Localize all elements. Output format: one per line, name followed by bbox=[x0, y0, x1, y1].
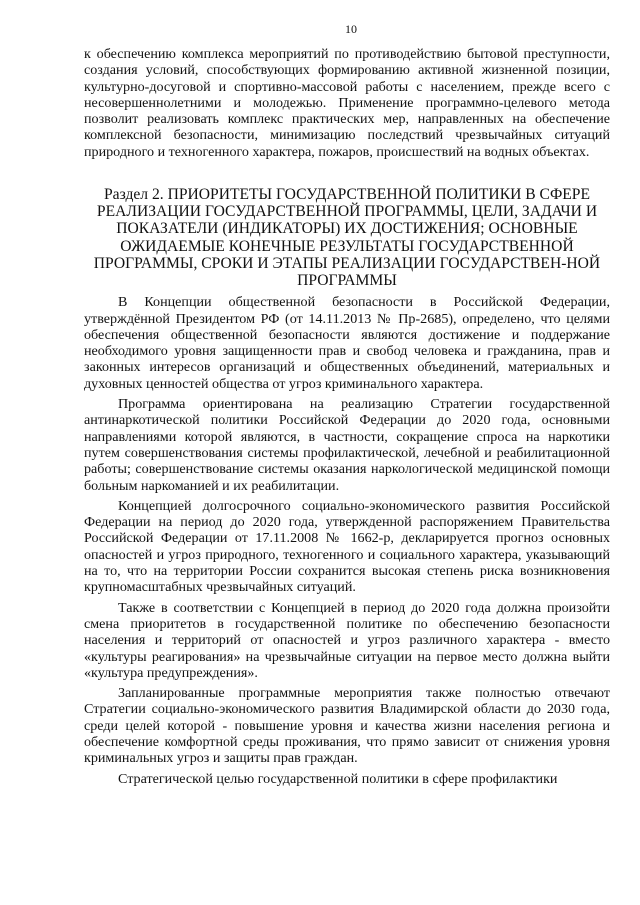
section-heading: Раздел 2. ПРИОРИТЕТЫ ГОСУДАРСТВЕННОЙ ПОЛИТИКИ В СФЕРЕ РЕАЛИЗАЦИИ ГОСУДАРСТВЕННОЙ ПРОГРАММЫ, ЦЕЛИ, ЗАДАЧИ И ПОКАЗАТЕЛИ (ИНДИКАТОРЫ) ИХ ДОСТИЖЕНИЯ; ОСНОВНЫЕ ОЖИДАЕМЫЕ КОНЕЧНЫЕ РЕЗУЛЬТАТЫ ГОСУДАРСТВЕННОЙ ПРОГРАММЫ, СРОКИ И ЭТАПЫ РЕАЛИЗАЦИИ ГОСУДАРСТВЕН-НОЙ ПРОГРАММЫ bbox=[93, 186, 601, 290]
paragraph-priority-shift: Также в соответствии с Концепцией в период до 2020 года должна произойти смена приоритетов в государственной политике по обеспечению безопасности населения и территорий от опасностей и угроз различного характера - вместо «культуры реагирования» на чрезвычайные ситуации на первое место должна выйти «культура предупреждения». bbox=[84, 599, 610, 681]
paragraph-continuation: к обеспечению комплекса мероприятий по противодействию бытовой преступности, создания условий, способствующих формированию активной жизненной позиции, культурно-досуговой и спортивно-массовой работы с населением, прежде всего с несовершеннолетними и молодежью. Применение программно-целевого метода позволит реализовать комплекс практических мер, направленных на обеспечение комплексной безопасности, минимизацию последствий чрезвычайных ситуаций природного и техногенного характера, пожаров, происшествий на водных объектах. bbox=[84, 46, 610, 160]
paragraph-vladimir-strategy: Запланированные программные мероприятия также полностью отвечают Стратегии социально-экономического развития Владимирской области до 2030 года, среди целей которой - повышение уровня и качества жизни населения региона и обеспечение комфортной среды проживания, что прямо зависит от снижения уровня криминальных угроз и защиты прав граждан. bbox=[84, 685, 610, 767]
paragraph-antidrug-strategy: Программа ориентирована на реализацию Стратегии государственной антинаркотической политики Российской Федерации до 2020 года, основными направлениями которой являются, в частности, сокращение спроса на наркотики путем совершенствования системы профилактической, лечебной и реабилитационной работы; совершенствование системы оказания наркологической медицинской помощи больным наркоманией и их реабилитации. bbox=[84, 396, 610, 494]
page-number: 10 bbox=[345, 22, 357, 36]
paragraph-long-term-development: Концепцией долгосрочного социально-экономического развития Российской Федерации на период до 2020 года, утвержденной распоряжением Правительства Российской Федерации от 17.11.2008 № 1662-р, декларируется прогноз основных опасностей и угроз природного, техногенного и социального характера, указывающий на то, что на территории России сохранится высокая степень риска возникновения крупномасштабных чрезвычайных ситуаций. bbox=[84, 497, 610, 596]
paragraph-concept-public-security: В Концепции общественной безопасности в Российской Федерации, утверждённой Президентом РФ (от 14.11.2013 № Пр-2685), определено, что целями обеспечения общественной безопасности являются достижение и поддержание необходимого уровня защищенности прав и свобод человека и гражданина, прав и законных интересов организаций и общественных объединений, материальных и духовных ценностей общества от угроз криминального характера. bbox=[84, 294, 610, 392]
paragraph-strategic-goal: Стратегической целью государственной политики в сфере профилактики bbox=[118, 770, 558, 787]
